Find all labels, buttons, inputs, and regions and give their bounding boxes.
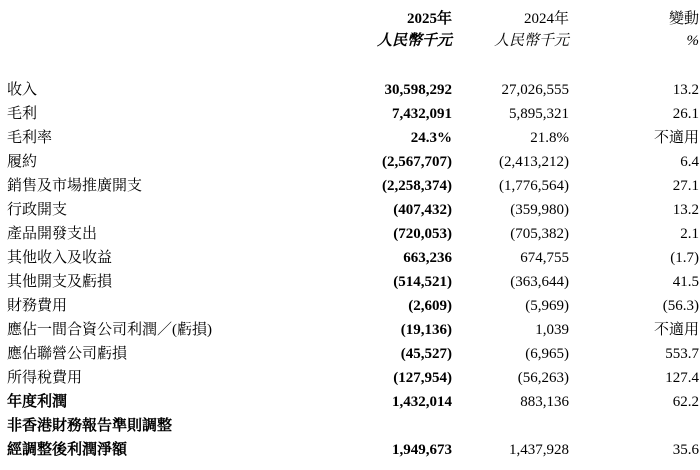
header-change-unit: % <box>686 33 699 49</box>
header-2024-unit: 人民幣千元 <box>493 33 569 49</box>
row-label: 其他開支及虧損 <box>7 274 113 290</box>
table-row <box>7 78 699 102</box>
table-row <box>7 414 699 438</box>
row-label: 所得稅費用 <box>7 370 83 386</box>
value-2024: (705,382) <box>510 226 569 242</box>
value-2025: (2,609) <box>408 298 452 314</box>
value-change: 6.4 <box>680 154 699 170</box>
value-2025: (407,432) <box>393 202 452 218</box>
value-change: 13.2 <box>672 82 699 98</box>
value-2025: (720,053) <box>393 226 452 242</box>
value-2024: (5,969) <box>525 298 569 314</box>
value-2025 <box>347 414 452 438</box>
value-2025: (19,136) <box>400 322 452 338</box>
row-label: 銷售及市場推廣開支 <box>7 178 143 194</box>
row-label: 其他收入及收益 <box>7 250 113 266</box>
header-col-2025 <box>347 8 452 78</box>
table-header-row <box>7 8 699 78</box>
value-2025: 7,432,091 <box>392 106 452 122</box>
row-label: 非香港財務報告準則調整 <box>7 418 173 434</box>
header-2024-year: 2024年 <box>523 11 569 27</box>
table-row <box>7 366 699 390</box>
value-2025: (2,258,374) <box>382 178 452 194</box>
value-change: 127.4 <box>665 370 699 386</box>
row-label: 收入 <box>7 82 38 98</box>
value-2024: (1,776,564) <box>499 178 569 194</box>
value-2024: 27,026,555 <box>501 82 569 98</box>
table-body <box>7 78 699 462</box>
row-label: 經調整後利潤淨額 <box>7 442 128 458</box>
value-change: 553.7 <box>665 346 699 362</box>
value-change: 13.2 <box>672 202 699 218</box>
value-change: 不適用 <box>653 322 699 338</box>
value-2024: 21.8% <box>530 130 569 146</box>
value-2024: (56,263) <box>517 370 569 386</box>
row-label: 財務費用 <box>7 298 68 314</box>
row-label: 履約 <box>7 154 38 170</box>
value-2025: (2,567,707) <box>382 154 452 170</box>
value-change: 不適用 <box>653 130 699 146</box>
value-2025: 1,949,673 <box>392 442 452 458</box>
row-label: 毛利率 <box>7 130 53 146</box>
value-2024: (2,413,212) <box>499 154 569 170</box>
table-row <box>7 318 699 342</box>
value-change: (56.3) <box>662 298 699 314</box>
header-col-2024 <box>452 8 569 78</box>
header-2025-unit: 人民幣千元 <box>376 33 452 49</box>
value-2025: 30,598,292 <box>384 82 452 98</box>
table-row <box>7 246 699 270</box>
value-2024: 5,895,321 <box>509 106 569 122</box>
value-change: 41.5 <box>672 274 699 290</box>
table-row <box>7 222 699 246</box>
value-2024 <box>452 414 569 438</box>
row-label: 毛利 <box>7 106 38 122</box>
value-change: (1.7) <box>670 250 699 266</box>
row-label: 年度利潤 <box>7 394 68 410</box>
table-row <box>7 198 699 222</box>
value-2024: 1,039 <box>535 322 569 338</box>
value-change: 27.1 <box>672 178 699 194</box>
table-row <box>7 342 699 366</box>
header-spacer <box>7 8 347 78</box>
table-row <box>7 270 699 294</box>
row-label: 產品開發支出 <box>7 226 98 242</box>
value-2025: (514,521) <box>393 274 452 290</box>
value-2025: (45,527) <box>400 346 452 362</box>
header-col-change <box>569 8 699 78</box>
value-2024: (359,980) <box>510 202 569 218</box>
value-2024: (6,965) <box>525 346 569 362</box>
table-row <box>7 174 699 198</box>
row-label: 應佔聯營公司虧損 <box>7 346 128 362</box>
table-row <box>7 294 699 318</box>
table-row <box>7 126 699 150</box>
value-2024: 674,755 <box>520 250 569 266</box>
row-label: 行政開支 <box>7 202 68 218</box>
value-2025: 1,432,014 <box>392 394 452 410</box>
value-2024: (363,644) <box>510 274 569 290</box>
value-change: 2.1 <box>680 226 699 242</box>
value-2025: 24.3% <box>410 130 452 146</box>
value-change <box>569 414 699 438</box>
value-change: 62.2 <box>672 394 699 410</box>
table-row <box>7 102 699 126</box>
value-change: 35.6 <box>672 442 699 458</box>
row-label: 應佔一間合資公司利潤／(虧損) <box>7 322 212 338</box>
value-2025: 663,236 <box>403 250 452 266</box>
value-2025: (127,954) <box>393 370 452 386</box>
value-2024: 883,136 <box>520 394 569 410</box>
value-2024: 1,437,928 <box>509 442 569 458</box>
value-change: 26.1 <box>672 106 699 122</box>
results-table <box>7 8 699 462</box>
header-change-title: 變動 <box>668 11 699 27</box>
table-row <box>7 438 699 462</box>
table-row <box>7 150 699 174</box>
table-row <box>7 390 699 414</box>
header-2025-year: 2025年 <box>406 11 452 27</box>
